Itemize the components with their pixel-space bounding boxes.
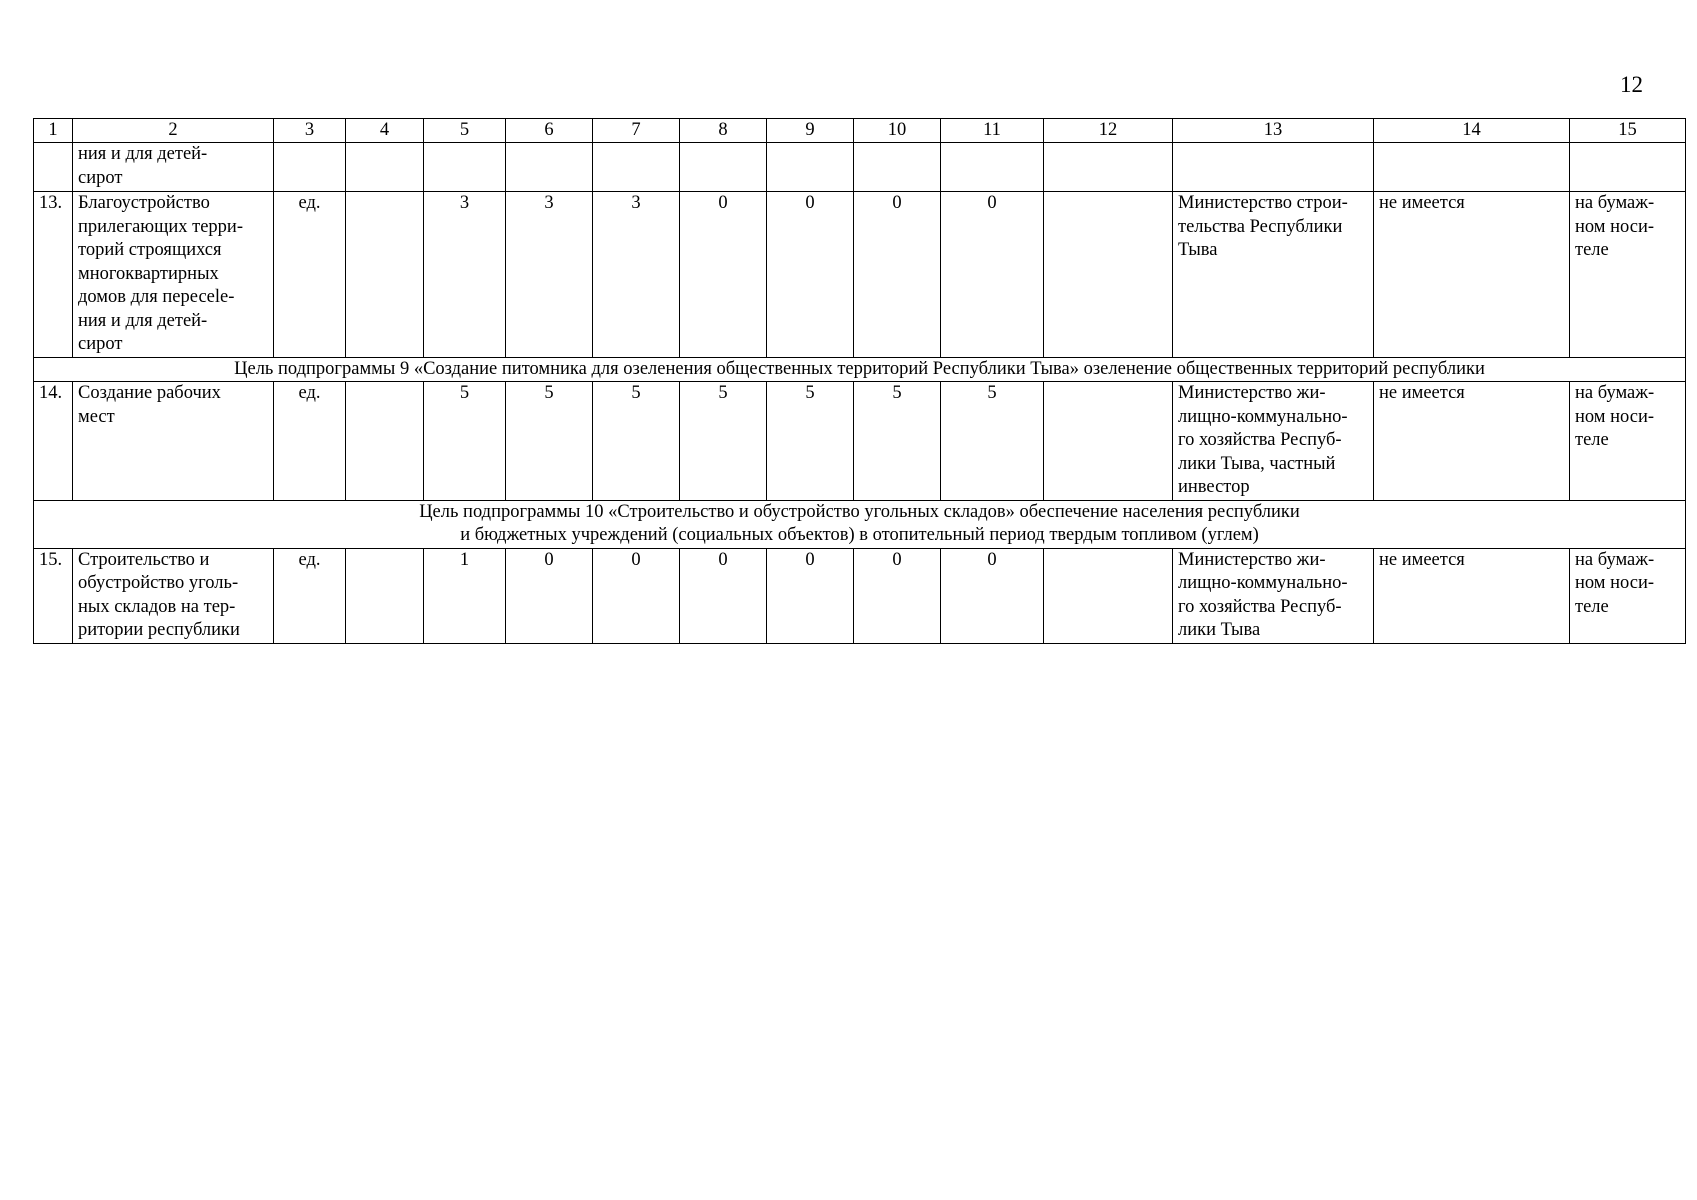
row-number-cell: 14. [34, 382, 73, 501]
value-cell: 0 [854, 548, 941, 643]
table-cell [1173, 143, 1374, 192]
header-cell: 15 [1570, 119, 1686, 143]
header-cell: 5 [424, 119, 506, 143]
row-number-cell [34, 143, 73, 192]
value-cell [346, 192, 424, 358]
header-cell: 8 [680, 119, 767, 143]
indicators-table [33, 118, 1686, 644]
table-cell [346, 143, 424, 192]
header-cell: 4 [346, 119, 424, 143]
value-cell: 5 [854, 382, 941, 501]
medium-cell: на бумаж- ном носи- теле [1570, 192, 1686, 358]
indicator-name-cell: Строительство и обустройство уголь- ных складов на тер- ритории республики [73, 548, 274, 643]
header-cell: 14 [1374, 119, 1570, 143]
table-cell [1374, 143, 1570, 192]
info-system-cell: не имеется [1374, 192, 1570, 358]
table-cell [274, 143, 346, 192]
unit-cell: ед. [274, 192, 346, 358]
header-cell: 6 [506, 119, 593, 143]
row-number-cell: 13. [34, 192, 73, 358]
value-cell [346, 382, 424, 501]
value-cell: 3 [424, 192, 506, 358]
value-cell: 3 [593, 192, 680, 358]
medium-cell: на бумаж- ном носи- теле [1570, 382, 1686, 501]
subprogram-goal-heading: Цель подпрограммы 9 «Создание питомника для озеленения общественных территорий Республики Тыва» озеленение общественных территорий республики [34, 357, 1686, 382]
value-cell [346, 548, 424, 643]
value-cell: 5 [424, 382, 506, 501]
responsible-cell: Министерство жи- лищно-коммунально- го хозяйства Респуб- лики Тыва [1173, 548, 1374, 643]
table-cell [767, 143, 854, 192]
table-row-13 [34, 192, 1686, 358]
indicator-name-cell: Создание рабочих мест [73, 382, 274, 501]
value-cell: 0 [767, 192, 854, 358]
info-system-cell: не имеется [1374, 548, 1570, 643]
table-cell [1044, 143, 1173, 192]
goal-row-10 [34, 500, 1686, 548]
header-cell: 12 [1044, 119, 1173, 143]
indicator-name-cell: ния и для детей- сирот [73, 143, 274, 192]
table-cell [593, 143, 680, 192]
goal-row-9 [34, 357, 1686, 382]
header-cell: 1 [34, 119, 73, 143]
value-cell: 1 [424, 548, 506, 643]
responsible-cell: Министерство строи- тельства Республики Тыва [1173, 192, 1374, 358]
indicator-name-cell: Благоустройство прилегающих терри- торий строящихся многоквартирных домов для пересele- ния и для детей- сирот [73, 192, 274, 358]
medium-cell: на бумаж- ном носи- теле [1570, 548, 1686, 643]
table-cell [854, 143, 941, 192]
column-numbers-row [34, 119, 1686, 143]
table-cell [424, 143, 506, 192]
row-number-cell: 15. [34, 548, 73, 643]
value-cell: 0 [680, 192, 767, 358]
value-cell [1044, 548, 1173, 643]
header-cell: 10 [854, 119, 941, 143]
header-cell: 2 [73, 119, 274, 143]
value-cell: 5 [767, 382, 854, 501]
value-cell: 0 [767, 548, 854, 643]
header-cell: 7 [593, 119, 680, 143]
value-cell: 0 [941, 192, 1044, 358]
table-row-15 [34, 548, 1686, 643]
value-cell: 5 [593, 382, 680, 501]
value-cell: 0 [854, 192, 941, 358]
table-row-14 [34, 382, 1686, 501]
header-cell: 9 [767, 119, 854, 143]
unit-cell: ед. [274, 382, 346, 501]
table-cell [1570, 143, 1686, 192]
responsible-cell: Министерство жи- лищно-коммунально- го хозяйства Респуб- лики Тыва, частный инвестор [1173, 382, 1374, 501]
header-cell: 11 [941, 119, 1044, 143]
subprogram-goal-heading: Цель подпрограммы 10 «Строительство и обустройство угольных складов» обеспечение населения республики и бюджетных учреждений (социальных объектов) в отопительный период твердым топливом (углем) [34, 500, 1686, 548]
value-cell [1044, 192, 1173, 358]
value-cell: 0 [680, 548, 767, 643]
table-cell [506, 143, 593, 192]
header-cell: 13 [1173, 119, 1374, 143]
value-cell: 0 [593, 548, 680, 643]
value-cell [1044, 382, 1173, 501]
page-number: 12 [1620, 72, 1643, 97]
table-cell [680, 143, 767, 192]
value-cell: 5 [680, 382, 767, 501]
info-system-cell: не имеется [1374, 382, 1570, 501]
unit-cell: ед. [274, 548, 346, 643]
value-cell: 0 [941, 548, 1044, 643]
table-row-continuation [34, 143, 1686, 192]
value-cell: 0 [506, 548, 593, 643]
value-cell: 5 [506, 382, 593, 501]
value-cell: 3 [506, 192, 593, 358]
table-cell [941, 143, 1044, 192]
header-cell: 3 [274, 119, 346, 143]
value-cell: 5 [941, 382, 1044, 501]
